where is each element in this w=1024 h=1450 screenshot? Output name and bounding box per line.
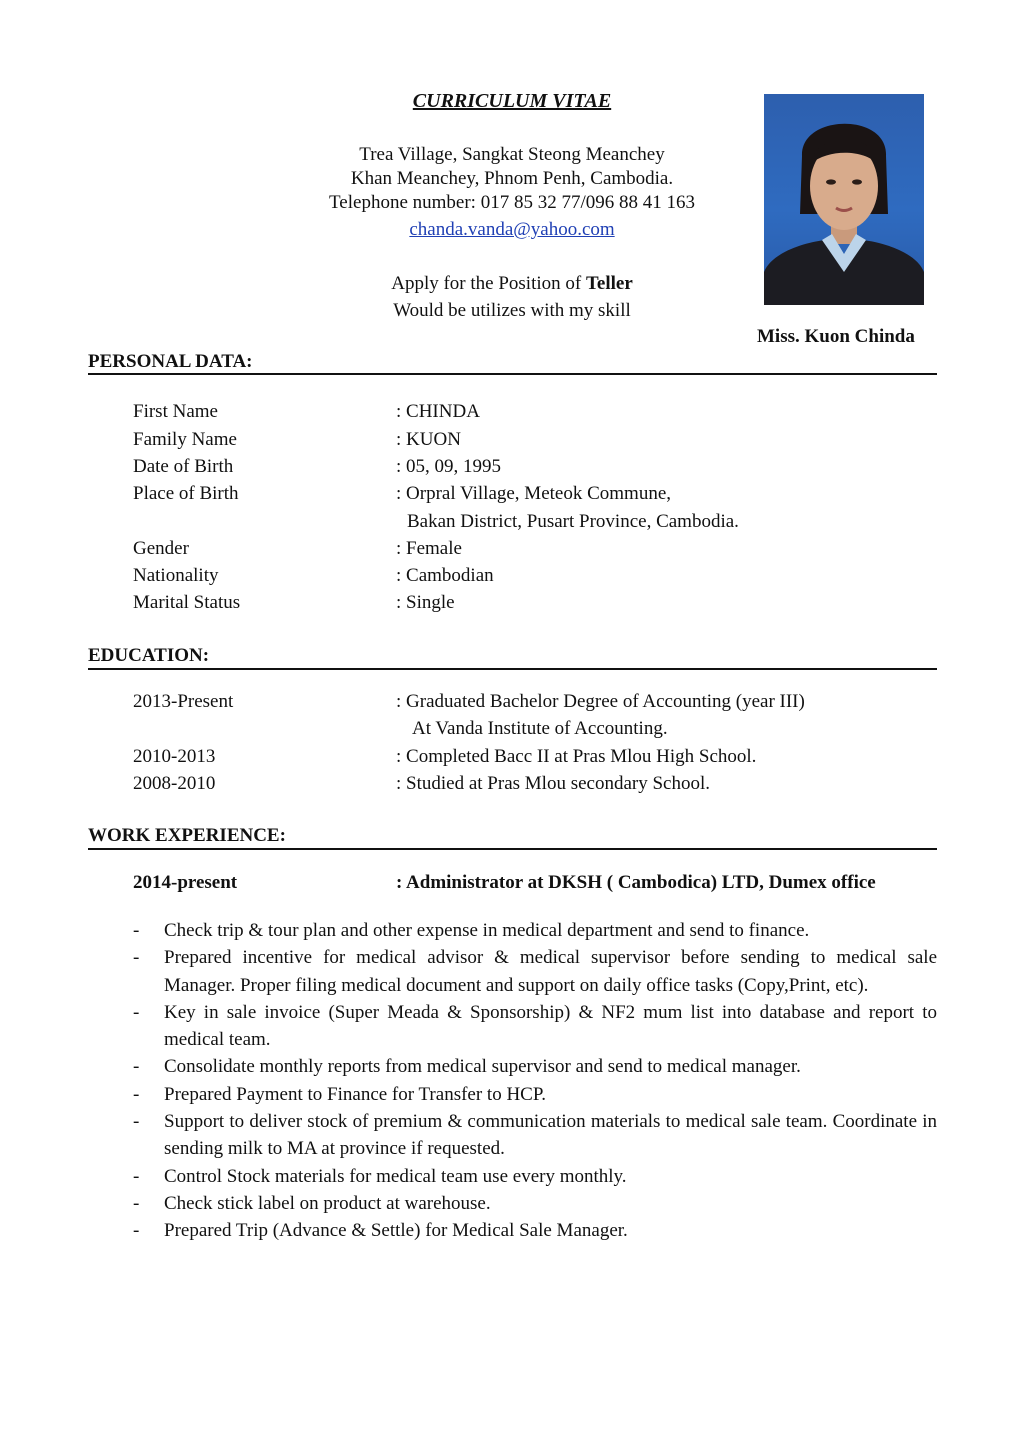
marital-status-value: : Single [396, 592, 455, 613]
duty-text: Prepared Payment to Finance for Transfer to HCP. [164, 1083, 547, 1105]
duty-text: Key in sale invoice (Super Meada & Sponsorship) & NF2 mum list into database and report to medical team. [164, 1001, 937, 1051]
education-heading: EDUCATION: [88, 645, 210, 666]
date-of-birth-label: Date of Birth [133, 456, 234, 477]
apply-line-2: Would be utilizes with my skill [393, 300, 631, 321]
candidate-name: Miss. Kuon Chinda [757, 326, 915, 347]
bullet-dash: - [133, 1001, 140, 1023]
education-rule [88, 668, 937, 670]
personal-data-heading: PERSONAL DATA: [88, 351, 253, 372]
list-item [133, 1081, 937, 1108]
list-item [133, 1190, 937, 1217]
duty-text: Check stick label on product at warehouse. [164, 1192, 491, 1214]
family-name-value: : KUON [396, 429, 461, 450]
list-item [133, 1108, 937, 1163]
education-detail: : Completed Bacc II at Pras Mlou High School. [396, 746, 757, 767]
duty-text: Consolidate monthly reports from medical supervisor and send to medical manager. [164, 1056, 801, 1078]
bullet-dash: - [133, 947, 140, 969]
duty-text: Prepared Trip (Advance & Settle) for Medical Sale Manager. [164, 1220, 628, 1242]
personal-data-rule [88, 373, 937, 375]
list-item [133, 1163, 937, 1190]
education-period: 2010-2013 [133, 746, 216, 767]
first-name-value: : CHINDA [396, 401, 480, 422]
work-experience-heading: WORK EXPERIENCE: [88, 825, 286, 846]
list-item [133, 1053, 937, 1080]
nationality-label: Nationality [133, 565, 219, 586]
bullet-dash: - [133, 920, 140, 941]
bullet-dash: - [133, 1056, 140, 1078]
duty-text: Prepared incentive for medical advisor & medical supervisor before sending to medical sale Manager. Proper filing medical document and support on daily office tasks (Copy,Print, etc). [164, 947, 937, 996]
place-of-birth-value: : Orpral Village, Meteok Commune, [396, 483, 672, 504]
duty-text: Control Stock materials for medical team use every monthly. [164, 1165, 627, 1187]
telephone-line: Telephone number: 017 85 32 77/096 88 41 163 [329, 192, 695, 213]
list-item [133, 1217, 937, 1244]
bullet-dash: - [133, 1220, 140, 1242]
duties-list [133, 917, 937, 1245]
marital-status-label: Marital Status [133, 592, 241, 613]
email-link[interactable]: chanda.vanda@yahoo.com [409, 219, 615, 240]
bullet-dash: - [133, 1083, 140, 1105]
apply-prefix: Apply for the Position of [391, 273, 586, 294]
education-detail-2: At Vanda Institute of Accounting. [412, 718, 668, 739]
bullet-dash: - [133, 1111, 140, 1133]
bullet-dash: - [133, 1192, 140, 1214]
education-detail: : Graduated Bachelor Degree of Accounting (year III) [396, 691, 805, 712]
education-detail: : Studied at Pras Mlou secondary School. [396, 773, 710, 794]
family-name-label: Family Name [133, 429, 237, 450]
bullet-dash: - [133, 1165, 140, 1187]
education-period: 2008-2010 [133, 773, 216, 794]
place-of-birth-label: Place of Birth [133, 483, 239, 504]
list-item [133, 944, 937, 999]
date-of-birth-value: : 05, 09, 1995 [396, 456, 502, 477]
gender-label: Gender [133, 538, 189, 559]
email-row [260, 218, 764, 242]
work-experience-rule [88, 848, 937, 850]
duty-text: Support to deliver stock of premium & communication materials to medical sale team. Coordinate in sending milk to MA at province if requested. [164, 1111, 937, 1160]
gender-value: : Female [396, 538, 462, 559]
list-item [133, 999, 937, 1054]
address-line-2: Khan Meanchey, Phnom Penh, Cambodia. [350, 168, 674, 189]
apply-position: Teller [585, 273, 633, 294]
portrait-image [764, 94, 924, 305]
apply-line [260, 272, 764, 296]
place-of-birth-value-2: Bakan District, Pusart Province, Cambodia. [407, 511, 739, 532]
address-line-1: Trea Village, Sangkat Steong Meanchey [359, 144, 665, 165]
work-position: : Administrator at DKSH ( Cambodica) LTD, Dumex office [396, 872, 876, 893]
nationality-value: : Cambodian [396, 565, 494, 586]
work-period: 2014-present [133, 872, 238, 893]
first-name-label: First Name [133, 401, 218, 422]
education-period: 2013-Present [133, 691, 234, 712]
candidate-photo [764, 94, 924, 305]
list-item [133, 917, 937, 944]
cv-title: CURRICULUM VITAE [412, 90, 612, 112]
duty-text: Check trip & tour plan and other expense in medical department and send to finance. [164, 920, 810, 941]
